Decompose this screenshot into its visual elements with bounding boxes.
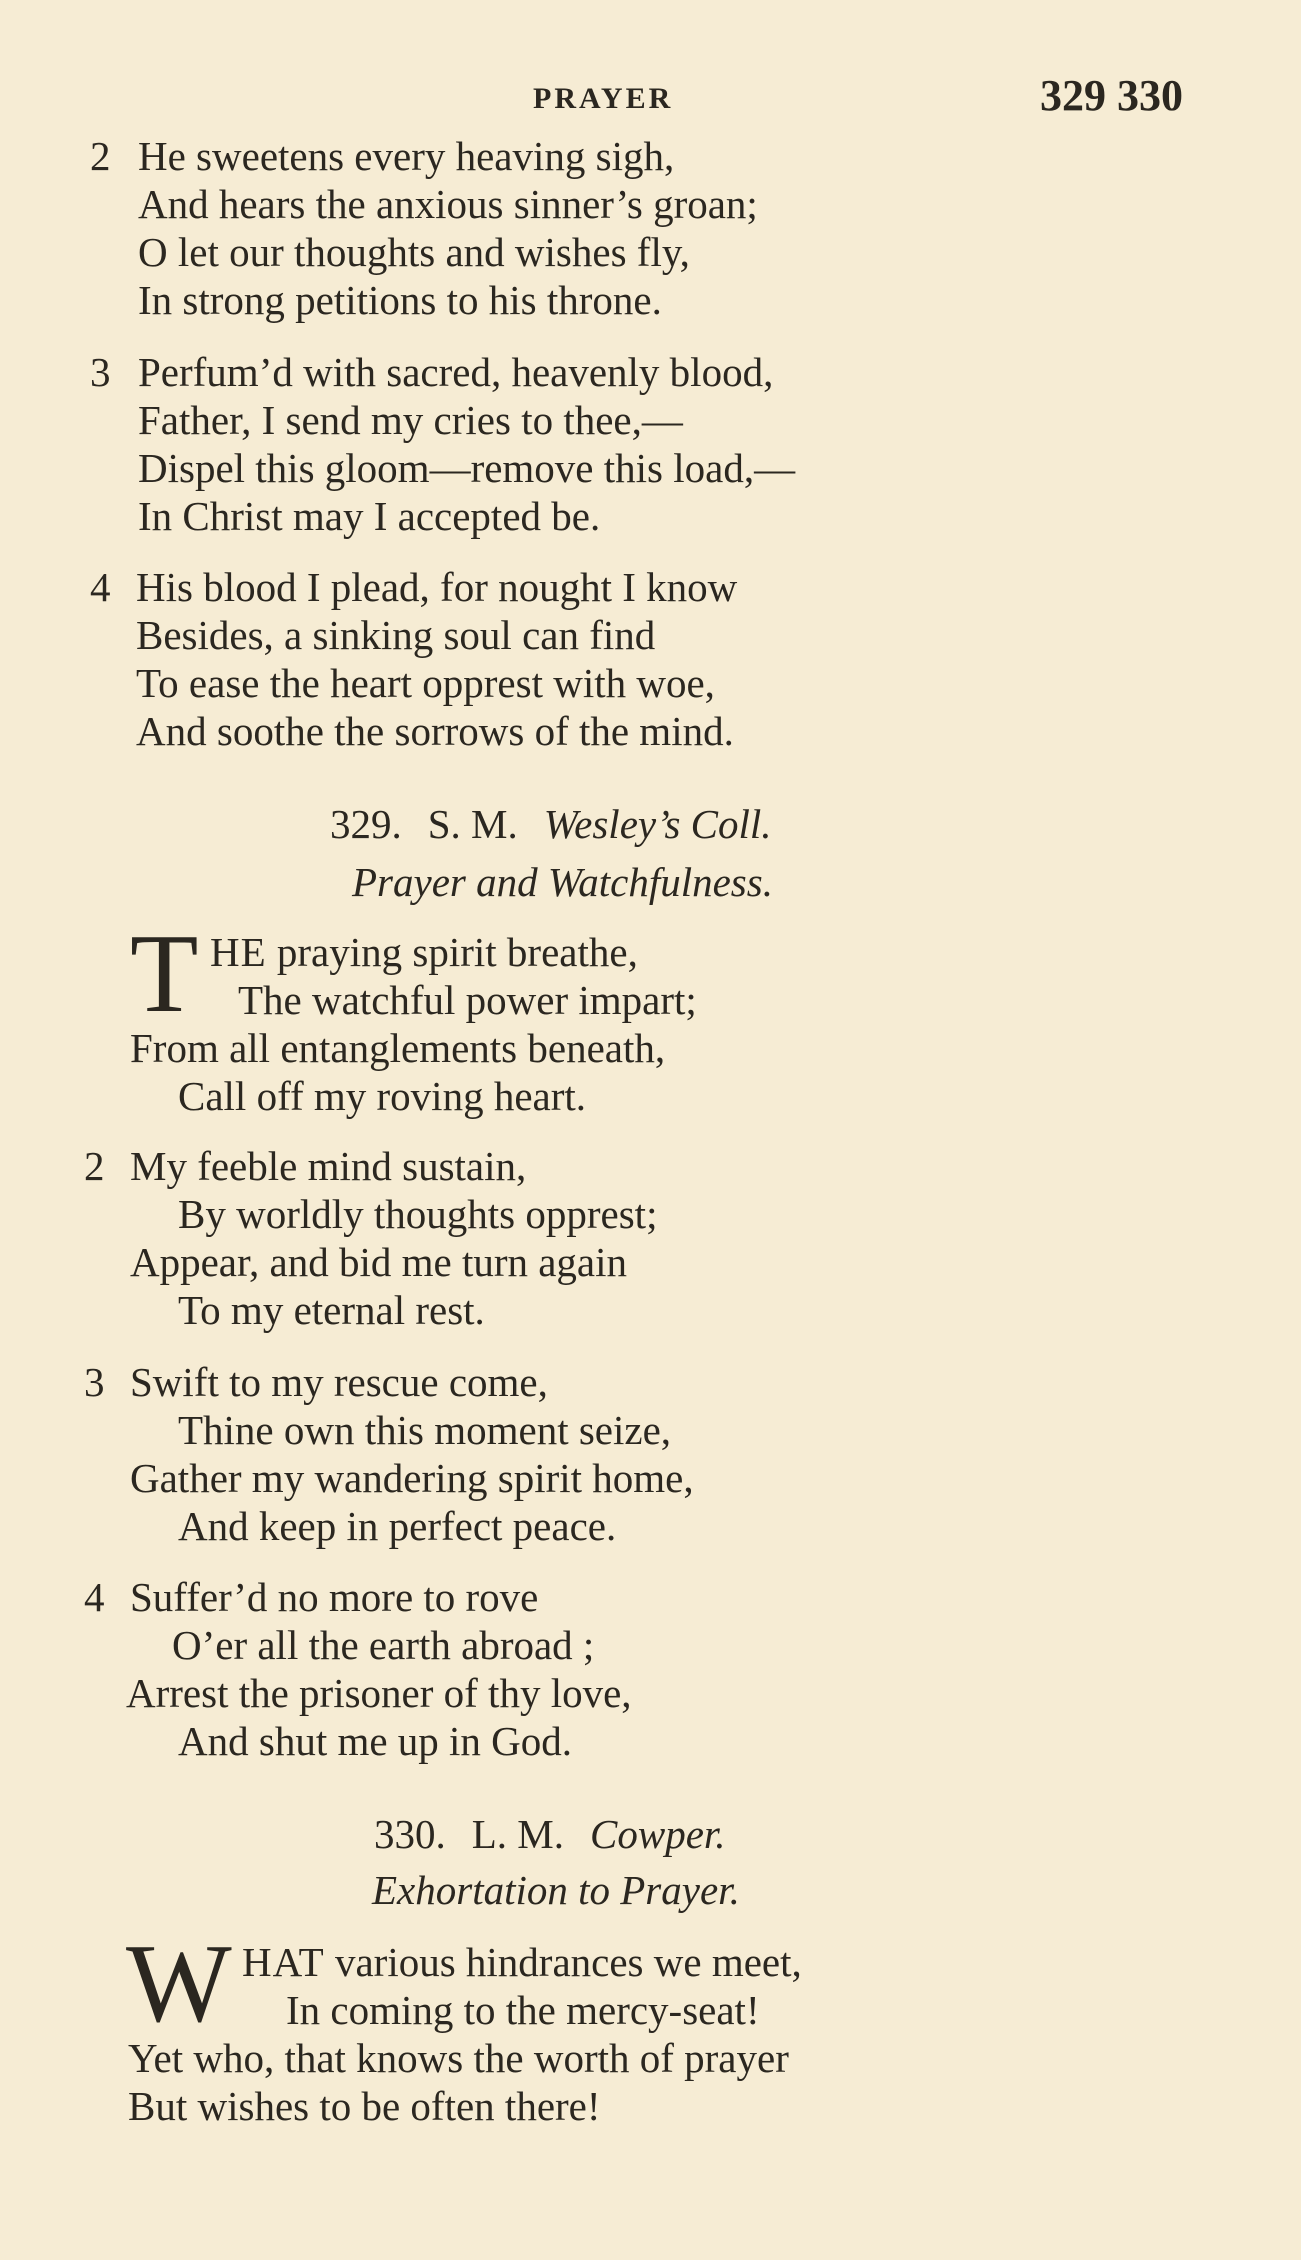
drop-cap: W [126, 1922, 232, 2046]
verse-line: Perfum’d with sacred, heavenly blood, [138, 349, 774, 395]
verse-number: 2 [90, 133, 111, 179]
verse-line-first [210, 928, 638, 976]
verse-line: Appear, and bid me turn again [130, 1239, 628, 1285]
hymn-heading [330, 800, 772, 848]
verse-line: His blood I plead, for nought I know [136, 564, 738, 610]
verse-line: And hears the anxious sinner’s groan; [138, 181, 758, 227]
verse-line: Dispel this gloom—remove this load,— [138, 445, 796, 491]
hymn-meter: S. M. [427, 801, 518, 847]
hymn-meter: L. M. [471, 1811, 564, 1857]
verse-line: Thine own this moment seize, [178, 1407, 672, 1453]
verse-number: 2 [84, 1143, 105, 1189]
verse-line-first [242, 1938, 802, 1986]
verse-line: In strong petitions to his throne. [138, 277, 662, 323]
running-header-title: PRAYER [533, 82, 674, 115]
hymn-number: 330. [374, 1811, 446, 1857]
verse-line: By worldly thoughts opprest; [178, 1191, 658, 1237]
first-word-rest: HE [210, 929, 267, 975]
hymn-subtitle: Exhortation to Prayer. [372, 1867, 740, 1913]
verse-line: Arrest the prisoner of thy love, [126, 1670, 632, 1716]
verse-line: In Christ may I accepted be. [138, 493, 601, 539]
verse-line: And keep in perfect peace. [178, 1503, 617, 1549]
verse-line: O’er all the earth abroad ; [172, 1622, 595, 1668]
hymn-author: Wesley’s Coll. [543, 801, 772, 847]
verse-number: 3 [90, 349, 111, 395]
verse-line: My feeble mind sustain, [130, 1143, 527, 1189]
verse-line: Besides, a sinking soul can find [136, 612, 656, 658]
verse-number: 4 [90, 564, 111, 610]
running-header-page-numbers: 329 330 [1040, 71, 1183, 120]
first-word-rest: HAT [242, 1939, 325, 1985]
verse-number: 3 [84, 1359, 105, 1405]
verse-line: Swift to my rescue come, [130, 1359, 548, 1405]
verse-line: He sweetens every heaving sigh, [138, 133, 675, 179]
verse-line: To my eternal rest. [178, 1287, 485, 1333]
hymn-heading [374, 1810, 726, 1858]
verse-number: 4 [84, 1574, 105, 1620]
verse-line: In coming to the mercy-seat! [286, 1987, 760, 2033]
verse-line: Father, I send my cries to thee,— [138, 397, 683, 443]
verse-line: From all entanglements beneath, [130, 1025, 666, 1071]
verse-line: But wishes to be often there! [128, 2083, 601, 2129]
drop-cap: T [130, 912, 199, 1036]
verse-line: The watchful power impart; [238, 977, 697, 1023]
verse-line: Suffer’d no more to rove [130, 1574, 539, 1620]
verse-line: And soothe the sorrows of the mind. [136, 708, 734, 754]
hymn-number: 329. [330, 801, 402, 847]
verse-line-text: various hindrances we meet, [334, 1939, 802, 1985]
verse-line: Yet who, that knows the worth of prayer [128, 2035, 789, 2081]
verse-line: To ease the heart opprest with woe, [136, 660, 715, 706]
hymn-subtitle: Prayer and Watchfulness. [352, 859, 773, 905]
verse-line: O let our thoughts and wishes fly, [138, 229, 690, 275]
hymn-author: Cowper. [590, 1811, 726, 1857]
verse-line-text: praying spirit breathe, [276, 929, 638, 975]
verse-line: Call off my roving heart. [178, 1073, 587, 1119]
verse-line: And shut me up in God. [178, 1718, 573, 1764]
verse-line: Gather my wandering spirit home, [130, 1455, 694, 1501]
